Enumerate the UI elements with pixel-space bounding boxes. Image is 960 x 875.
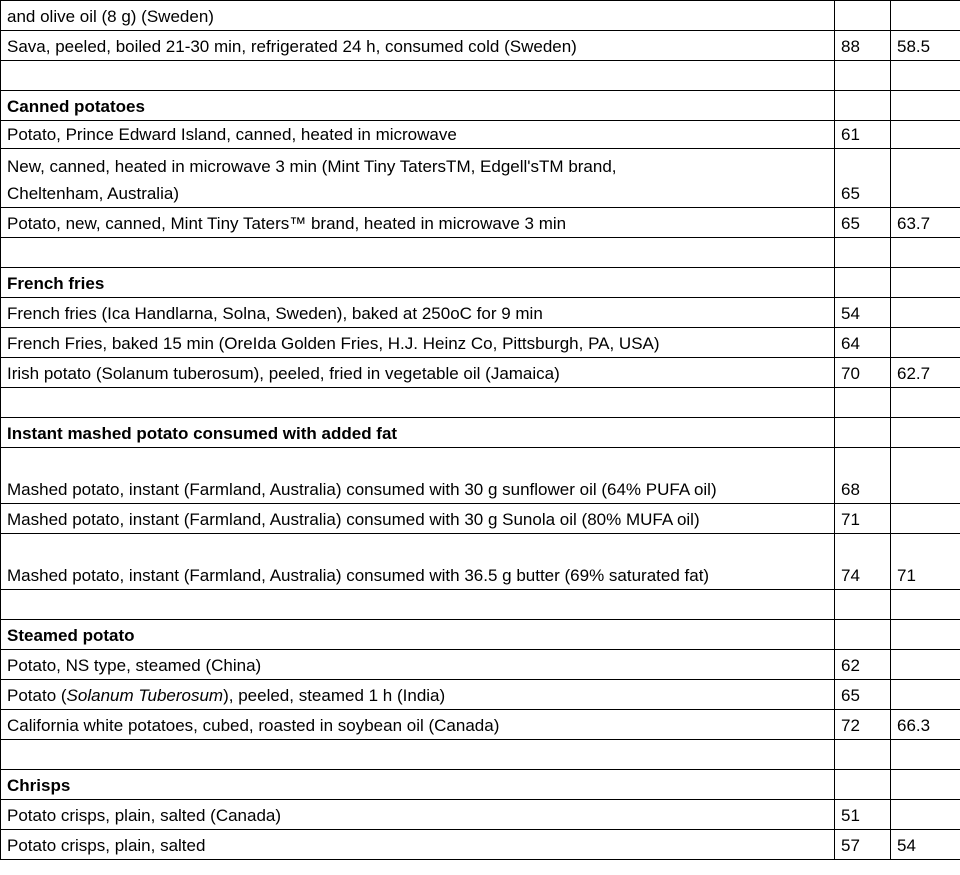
gi-cell: 65: [835, 680, 891, 710]
table-row: [1, 298, 960, 328]
food-cell: Potato (Solanum Tuberosum), peeled, steamed 1 h (India): [1, 680, 835, 710]
food-cell: Sava, peeled, boiled 21-30 min, refrigerated 24 h, consumed cold (Sweden): [1, 31, 835, 61]
avg-cell: [891, 680, 960, 710]
table-row: [1, 31, 960, 61]
gi-cell: 72: [835, 710, 891, 740]
blank-row: [1, 590, 960, 620]
gi-cell: 54: [835, 298, 891, 328]
avg-cell: 71: [891, 534, 960, 590]
table-row: [1, 504, 960, 534]
avg-cell: 58.5: [891, 31, 960, 61]
avg-cell: [891, 1, 960, 31]
avg-cell: 54: [891, 830, 960, 860]
avg-cell: 66.3: [891, 710, 960, 740]
table-row: [1, 830, 960, 860]
table-row: [1, 448, 960, 504]
food-cell: Potato crisps, plain, salted (Canada): [1, 800, 835, 830]
gi-cell: 71: [835, 504, 891, 534]
gi-cell: [835, 1, 891, 31]
table-row: [1, 121, 960, 149]
section-header: Steamed potato: [1, 620, 835, 650]
avg-cell: [891, 298, 960, 328]
table-row: [1, 650, 960, 680]
table-row: [1, 534, 960, 590]
food-cell: Potato, NS type, steamed (China): [1, 650, 835, 680]
gi-cell: 61: [835, 121, 891, 149]
section-header-row: [1, 91, 960, 121]
gi-cell: 88: [835, 31, 891, 61]
section-header: Canned potatoes: [1, 91, 835, 121]
table-row: [1, 208, 960, 238]
food-cell: Potato, Prince Edward Island, canned, heated in microwave: [1, 121, 835, 149]
table-row: [1, 710, 960, 740]
avg-cell: [891, 328, 960, 358]
food-cell: French fries (Ica Handlarna, Solna, Sweden), baked at 250oC for 9 min: [1, 298, 835, 328]
table-row: [1, 149, 960, 208]
food-cell: New, canned, heated in microwave 3 min (Mint Tiny TatersTM, Edgell'sTM brand, Cheltenham, Australia): [1, 149, 835, 208]
section-header-row: [1, 620, 960, 650]
avg-cell: [891, 650, 960, 680]
avg-cell: [891, 448, 960, 504]
food-cell: California white potatoes, cubed, roasted in soybean oil (Canada): [1, 710, 835, 740]
gi-cell: 65: [835, 149, 891, 208]
table-row: [1, 1, 960, 31]
avg-cell: [891, 149, 960, 208]
food-cell: Potato, new, canned, Mint Tiny Taters™ brand, heated in microwave 3 min: [1, 208, 835, 238]
blank-row: [1, 388, 960, 418]
section-header: French fries: [1, 268, 835, 298]
section-header-row: [1, 418, 960, 448]
section-header-row: [1, 770, 960, 800]
blank-row: [1, 238, 960, 268]
gi-cell: 70: [835, 358, 891, 388]
food-cell: Mashed potato, instant (Farmland, Australia) consumed with 30 g Sunola oil (80% MUFA oil): [1, 504, 835, 534]
avg-cell: [891, 800, 960, 830]
avg-cell: 62.7: [891, 358, 960, 388]
blank-row: [1, 61, 960, 91]
gi-cell: 68: [835, 448, 891, 504]
section-header: Chrisps: [1, 770, 835, 800]
section-header: Instant mashed potato consumed with added fat: [1, 418, 835, 448]
gi-cell: 74: [835, 534, 891, 590]
avg-cell: [891, 121, 960, 149]
food-cell: Potato crisps, plain, salted: [1, 830, 835, 860]
section-header-row: [1, 268, 960, 298]
gi-cell: 64: [835, 328, 891, 358]
avg-cell: [891, 504, 960, 534]
gi-cell: 62: [835, 650, 891, 680]
gi-cell: 51: [835, 800, 891, 830]
food-cell: Mashed potato, instant (Farmland, Australia) consumed with 36.5 g butter (69% saturated fat): [1, 534, 835, 590]
blank-row: [1, 740, 960, 770]
food-cell: Mashed potato, instant (Farmland, Australia) consumed with 30 g sunflower oil (64% PUFA oil): [1, 448, 835, 504]
avg-cell: 63.7: [891, 208, 960, 238]
gi-cell: 65: [835, 208, 891, 238]
food-cell: Irish potato (Solanum tuberosum), peeled, fried in vegetable oil (Jamaica): [1, 358, 835, 388]
table-row: [1, 800, 960, 830]
gi-cell: 57: [835, 830, 891, 860]
table-row: [1, 328, 960, 358]
table-row: [1, 358, 960, 388]
table-row: [1, 680, 960, 710]
food-cell: and olive oil (8 g) (Sweden): [1, 1, 835, 31]
food-cell: French Fries, baked 15 min (OreIda Golden Fries, H.J. Heinz Co, Pittsburgh, PA, USA): [1, 328, 835, 358]
